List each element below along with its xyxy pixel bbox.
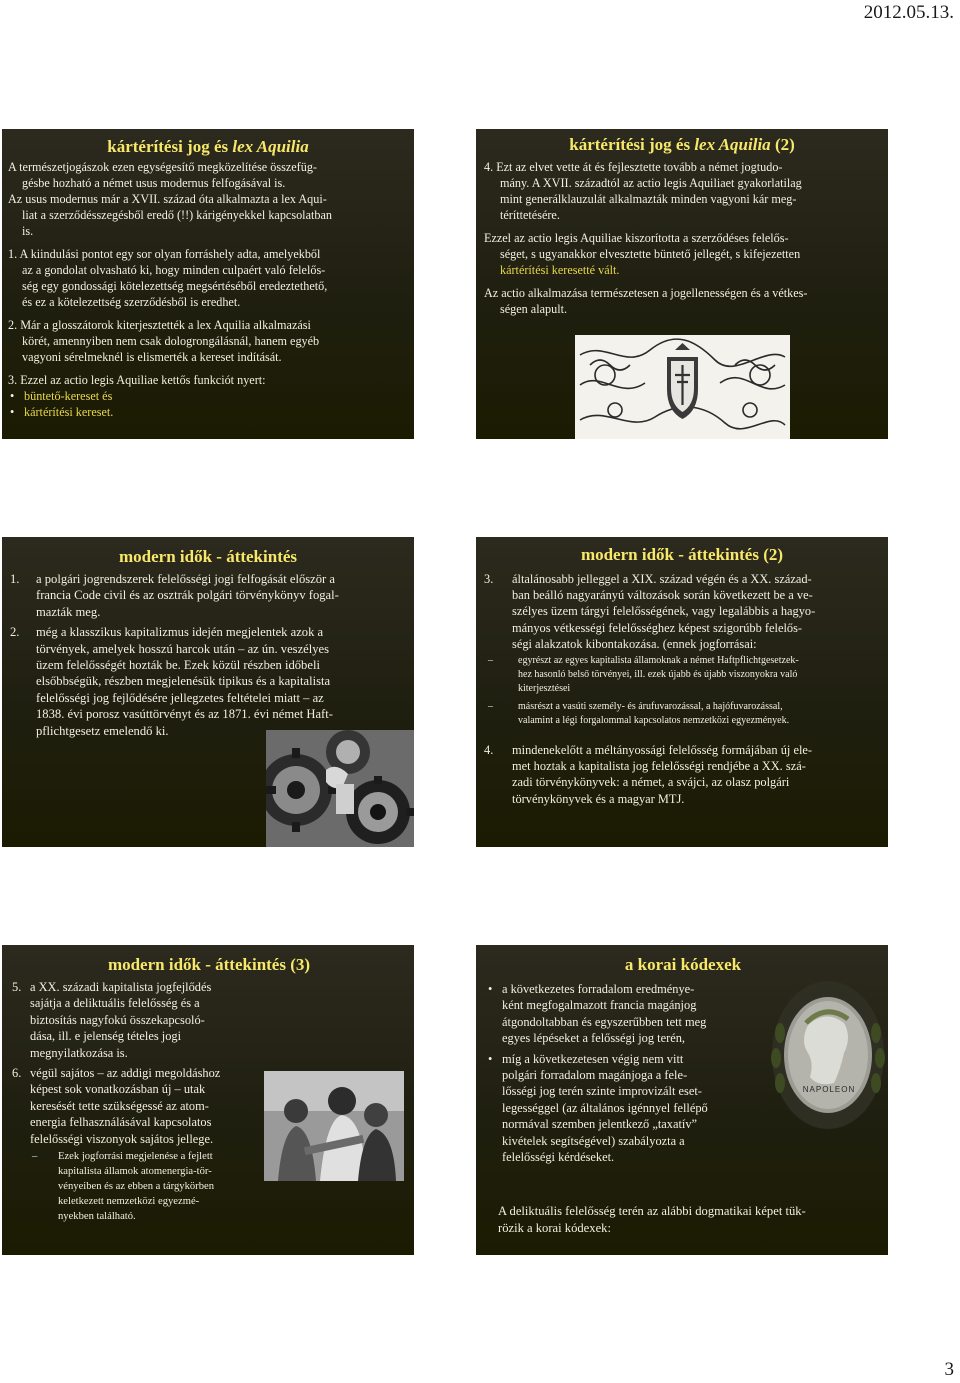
text-line: A természetjogászok ezen egységesítő megközelítése összefüg- <box>8 160 317 174</box>
text-line: keletkezett nemzetközi egyezmé- <box>58 1196 200 1208</box>
text-line: is. <box>22 224 34 238</box>
text-line: legességgel (az általános igénnyel fellépő <box>502 1100 708 1115</box>
slide-lex-aquilia-2 <box>476 129 888 439</box>
bullet-list <box>8 388 408 420</box>
text-line: üzem felelősségét hozták be. Ezek közül részben időbeli <box>36 658 320 673</box>
text-line: Az actio alkalmazása természetesen a jogellenességen és a vétkes- <box>484 286 808 300</box>
gears-photo <box>266 730 414 847</box>
slide-modern-times-3 <box>2 945 414 1255</box>
slide-title: modern idők - áttekintés (2) <box>580 545 784 564</box>
slide-body <box>12 979 262 1224</box>
slide-body <box>486 981 768 1165</box>
medal-inscription: NAPOLEON <box>802 1085 856 1094</box>
text-line: A deliktuális felelősség terén az alábbi dogmatikai képet tük- <box>498 1204 806 1218</box>
text-line: ban beálló nagyarányú változások során következett be a ve- <box>512 588 813 603</box>
bullet-item: • büntető-kereset és <box>8 388 408 404</box>
text-line: felelősségi kérdéseket. <box>502 1150 615 1165</box>
item-number: 4. <box>484 743 494 758</box>
numbered-item <box>12 1065 262 1147</box>
item-number: 1. <box>10 572 20 586</box>
text-part: ként meg <box>502 998 548 1013</box>
page-number: 3 <box>944 1359 954 1380</box>
text-line: képest sok vonatkozásban új – utak <box>30 1082 206 1097</box>
text-line: keresését tette szükségessé az atom- <box>30 1098 209 1113</box>
title-italic: lex Aquilia <box>232 137 309 156</box>
slide-modern-times-1 <box>2 537 414 847</box>
text-line: felelősségi viszonyok sajátos jellege. <box>30 1131 214 1146</box>
text-line: zadi törvénykönyvek: a német, a svájci, az olasz polgári <box>512 775 790 790</box>
dash-marker: – <box>488 701 493 713</box>
text-line: • míg a következetesen végig nem vitt <box>502 1051 684 1066</box>
text-line: Ezzel az actio legis Aquiliae kiszorította a szerződéses felelős- <box>484 231 789 245</box>
text-line: met hoztak a kapitalista jog felelősségi rendjébe a XX. szá- <box>512 759 806 774</box>
text-line: mindenekelőtt a méltányossági felelősség formájában új ele- <box>512 743 813 758</box>
text-line: egyrészt az egyes kapitalista államoknak a német Haftpflichtgesetzek- <box>518 655 799 667</box>
text-line: téríttetésére. <box>500 208 560 222</box>
slide-body <box>10 571 406 739</box>
text-line: és ez a kötelezettség szerződésből is eredhet. <box>22 295 241 309</box>
text-line: dása, ill. e jelenség tételes jogi megnyilatkozása is. <box>30 1029 182 1060</box>
people-icon <box>264 1071 404 1181</box>
text-line: hez hasonló belső törvényei, ill. ezek újabb és újabb viszonyokra való <box>518 669 798 681</box>
text-line: Az usus modernus már a XVII. század óta alkalmazta a lex Aqui- <box>8 192 327 206</box>
gear-icon <box>266 730 414 847</box>
text-line: kiterjesztései <box>518 683 571 695</box>
workers-photo <box>264 1071 404 1181</box>
text-line: körét, amennyiben nem csak dologrongálásnál, hanem egyéb <box>22 334 320 348</box>
numbered-item <box>484 742 880 807</box>
text-line: átgondoltabban és egyszerűbben tett meg <box>502 1014 707 1029</box>
numbered-item <box>10 571 406 620</box>
dash-item <box>484 700 880 728</box>
item-number: 6. <box>12 1066 22 1081</box>
title-italic: lex Aquilia <box>694 135 771 154</box>
text-line: biztosítás nagyfokú összekapcsoló- <box>30 1012 205 1027</box>
text-line: mányos vétkességi felelősséghez képest szigorúbb felelős- <box>512 620 803 635</box>
text-line: másrészt a vasúti személy- és árufuvarozással, a hajófuvarozással, <box>518 701 783 713</box>
text-line: gésbe hozható a német usus modernus felfogásával is. <box>22 176 286 190</box>
text-line: vagyoni sérelmeknél is elismerték a kereset indítását. <box>22 350 282 364</box>
text-line: elsőbbségük, részben megjelenésük tipikus és a kapitalista <box>36 674 331 689</box>
text-line: ségi alakzatok kibontakozása. (ennek jogforrásai: <box>512 636 757 651</box>
text-line: szélyes üzem tárgyi felelősségének, vagy legalábbis a hagyo- <box>512 604 816 619</box>
item-number: 2. <box>10 625 20 640</box>
text-line: törvénykönyvek és a magyar MTJ. <box>512 791 685 806</box>
numbered-item <box>484 571 880 652</box>
text-line: ségen alapult. <box>500 302 568 316</box>
bullet-list <box>486 981 768 1165</box>
text-line: mazták meg. <box>36 604 101 619</box>
text-line: általánosabb jelleggel a XIX. század végén és a XX. század- <box>512 572 812 586</box>
slide-body <box>484 159 880 317</box>
text-line: polgári forradalom magánjoga a fele- <box>502 1068 688 1083</box>
text-line: liat a szerződésszegésből eredő (!!) kárigényekkel kapcsolatban <box>22 208 332 222</box>
closing-paragraph <box>498 1203 806 1237</box>
text-line: valamint a légi forgalommal kapcsolatos nemzetközi egyezmények. <box>518 715 790 727</box>
text-part: fogalmazott francia magánjog <box>547 998 697 1013</box>
slide-modern-times-2 <box>476 537 888 847</box>
text-line: mint generálklauzulát alkalmazták minden vagyoni kár meg- <box>500 192 797 206</box>
bullet-item <box>486 1051 768 1166</box>
text-line: 1. A kiindulási pontot egy sor olyan forráshely adta, amelyekből <box>8 247 321 261</box>
text-line: felelősségi jog fejlődésére jellegzetes feltételei miatt – az <box>36 690 324 705</box>
napoleon-medallion <box>766 973 886 1133</box>
sub-list <box>484 654 880 728</box>
bullet-item <box>486 981 768 1047</box>
slide-title <box>8 137 408 157</box>
slide-title: modern idők - áttekintés (3) <box>107 955 311 974</box>
page-date: 2012.05.13. <box>863 2 954 23</box>
text-line: 1838. évi porosz vasúttörvényt és az 1871. évi német Haft- <box>36 707 333 722</box>
numbered-item <box>10 624 406 739</box>
text-line: normával szemben jelentkező „taxatív” <box>502 1117 698 1132</box>
text-line: rözik a korai kódexek: <box>498 1221 611 1235</box>
text-line: francia Code civil és az osztrák polgári törvénykönyv fogal- <box>36 588 339 603</box>
text-line: kivételek segítségével) szabályozta a <box>502 1133 685 1148</box>
text-line: energia felhasználásával kapcsolatos <box>30 1115 212 1130</box>
text-line: 2. Már a glosszátorok kiterjesztették a lex Aquilia alkalmazási <box>8 318 311 332</box>
dash-item <box>484 654 880 696</box>
title-part: (2) <box>770 135 795 154</box>
item-number: 3. <box>484 572 494 586</box>
text-line: Ezek jogforrási megjelenése a fejlett <box>58 1151 213 1163</box>
text-line: mány. A XVII. századtól az actio legis Aquiliaet gyakorlatilag <box>500 176 802 190</box>
text-line: vényeiben és az ebben a tárgykörben <box>58 1181 214 1193</box>
text-line: 3. Ezzel az actio legis Aquiliae kettős funkciót nyert: <box>8 373 266 387</box>
dash-item <box>12 1149 262 1224</box>
slide-title: a korai kódexek <box>624 955 742 974</box>
text-line: az a gondolat olvasható ki, hogy minden culpaért való felelős- <box>22 263 326 277</box>
text-line: végül sajátos – az addigi megoldáshoz <box>30 1066 221 1081</box>
text-line: pflichtgesetz emelendő ki. <box>36 723 169 738</box>
dash-marker: – <box>488 655 493 667</box>
text-line: a XX. századi kapitalista jogfejlődés <box>30 980 212 994</box>
text-line: sajátja a deliktuális felelősség és a <box>30 996 200 1011</box>
engraving-icon <box>575 335 790 439</box>
slide-title <box>484 135 880 155</box>
text-line: nyekben található. <box>58 1211 136 1223</box>
numbered-item <box>12 979 262 1061</box>
slide-lex-aquilia <box>2 129 414 439</box>
text-line: kártérítési keresetté vált. <box>500 263 620 277</box>
coat-of-arms-engraving <box>575 335 790 439</box>
text-line: még a klasszikus kapitalizmus idején megjelentek azok a <box>36 625 324 640</box>
text-line <box>502 997 768 1013</box>
slide-early-codes <box>476 945 888 1255</box>
slide-body <box>8 159 408 420</box>
title-part: kártérítési jog és <box>107 137 233 156</box>
item-number: 5. <box>12 980 22 994</box>
slide-title: modern idők - áttekintés <box>118 547 298 566</box>
text-line: a polgári jogrendszerek felelősségi jogi felfogását először a <box>36 572 335 586</box>
bullet-item: • kártérítési kereset. <box>8 404 408 420</box>
text-line: egyes lépéseket a felősségi jog terén, <box>502 1031 686 1046</box>
slide-body <box>484 571 880 807</box>
text-line: 4. Ezt az elvet vette át és fejlesztette tovább a német jogtudo- <box>484 160 783 174</box>
text-line: ség egy gondossági kötelezettség megsértéséből eredeztethető, <box>22 279 328 293</box>
text-line: séget, s ugyanakkor elvesztette büntető jellegét, s kifejezetten <box>500 247 801 261</box>
text-line: törvények, amelyek hosszú harcok után – az ún. veszélyes <box>36 641 330 656</box>
medal-icon <box>766 973 886 1133</box>
title-part: kártérítési jog és <box>569 135 695 154</box>
text-line: kapitalista államok atomenergia-tör- <box>58 1166 212 1178</box>
dash-marker: – <box>32 1151 38 1163</box>
text-line: • a következetes forradalom eredménye- <box>502 982 695 996</box>
text-line: lősségi jog terén szinte improvizált eset- <box>502 1084 702 1099</box>
